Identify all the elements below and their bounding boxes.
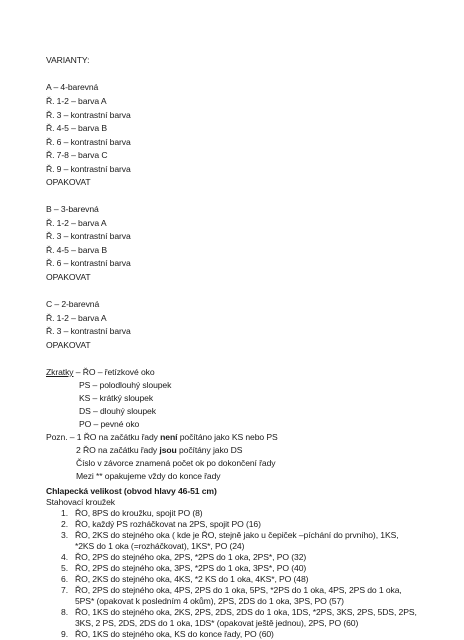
- step-number: 2.: [61, 519, 69, 529]
- abbreviations-first-line: [46, 367, 155, 378]
- step-text: ŘO, 2PS do stejného oka, 3PS, *2PS do 1 oka, 3PS*, PO (40): [75, 563, 307, 573]
- step-text: 3KS, 2 PS, 2DS, 2DS do 1 oka, 1DS* (opakovat ještě jednou), 2PS, PO (60): [75, 618, 359, 628]
- note-text: Pozn. – 1 ŘO na začátku řady: [46, 432, 161, 442]
- step-text: ŘO, každý PS rozháčkovat na 2PS, spojit PO (16): [75, 519, 261, 529]
- step-number: 5.: [61, 563, 69, 573]
- note-text: počítány jako DS: [176, 445, 243, 455]
- variant-b-line: OPAKOVAT: [46, 272, 91, 282]
- variant-a-line: OPAKOVAT: [46, 177, 91, 187]
- abbreviation-item: – ŘO – řetízkové oko: [73, 367, 155, 377]
- abbreviation-item: PO – pevné oko: [79, 419, 140, 429]
- step-text: ŘO, 2KS do stejného oka ( kde je ŘO, stejně jako u čepiček –píchání do prvního), 1KS,: [75, 530, 399, 540]
- variant-a-line: Ř. 9 – kontrastní barva: [46, 164, 131, 174]
- step-text: 5PS* (opakovat k posledním 4 okům), 2PS, 2DS do 1 oka, 3PS, PO (57): [75, 596, 344, 606]
- note-emphasis: jsou: [159, 445, 177, 455]
- variants-heading: VARIANTY:: [46, 55, 90, 65]
- abbreviation-item: DS – dlouhý sloupek: [79, 406, 156, 416]
- section-title: Chlapecká velikost (obvod hlavy 46-51 cm): [46, 486, 217, 496]
- note-text: 2 ŘO na začátku řady: [76, 445, 160, 455]
- note-text: počítáno jako KS nebo PS: [177, 432, 278, 442]
- variant-b-line: Ř. 1-2 – barva A: [46, 218, 107, 228]
- abbreviation-item: PS – polodlouhý sloupek: [79, 380, 172, 390]
- variant-a-line: Ř. 4-5 – barva B: [46, 123, 107, 133]
- variant-b-line: Ř. 3 – kontrastní barva: [46, 231, 131, 241]
- variant-a-line: Ř. 1-2 – barva A: [46, 96, 107, 106]
- abbreviations-label: Zkratky: [46, 367, 74, 377]
- step-text: ŘO, 2PS do stejného oka, 4PS, 2PS do 1 oka, 5PS, *2PS do 1 oka, 4PS, 2PS do 1 oka,: [75, 585, 402, 595]
- step-number: 3.: [61, 530, 69, 540]
- variant-c-line: Ř. 1-2 – barva A: [46, 313, 107, 323]
- variant-a-line: A – 4-barevná: [46, 82, 99, 92]
- variant-b-line: Ř. 4-5 – barva B: [46, 245, 107, 255]
- step-text: ŘO, 8PS do kroužku, spojit PO (8): [75, 508, 203, 518]
- step-number: 6.: [61, 574, 69, 584]
- step-text: ŘO, 2PS do stejného oka, 2PS, *2PS do 1 oka, 2PS*, PO (32): [75, 552, 307, 562]
- note-line: [46, 432, 278, 443]
- step-text: *2KS do 1 oka (=rozháčkovat), 1KS*, PO (24): [75, 541, 245, 551]
- variant-a-line: Ř. 7-8 – barva C: [46, 150, 108, 160]
- section-subtitle: Stahovací kroužek: [46, 497, 115, 507]
- step-number: 8.: [61, 607, 69, 617]
- variant-a-line: Ř. 6 – kontrastní barva: [46, 137, 131, 147]
- variant-b-line: B – 3-barevná: [46, 204, 99, 214]
- variant-c-line: Ř. 3 – kontrastní barva: [46, 326, 131, 336]
- variant-b-line: Ř. 6 – kontrastní barva: [46, 258, 131, 268]
- step-text: ŘO, 1KS do stejného oka, 2KS, 2PS, 2DS, 2DS do 1 oka, 1DS, *2PS, 3KS, 2PS, 5DS, 2PS,: [75, 607, 417, 617]
- step-text: ŘO, 2KS do stejného oka, 4KS, *2 KS do 1 oka, 4KS*, PO (48): [75, 574, 309, 584]
- variant-a-line: Ř. 3 – kontrastní barva: [46, 110, 131, 120]
- step-number: 4.: [61, 552, 69, 562]
- note-line: [76, 445, 242, 456]
- variant-c-line: C – 2-barevná: [46, 299, 100, 309]
- step-text: ŘO, 1KS do stejného oka, KS do konce řady, PO (60): [75, 629, 274, 639]
- variant-c-line: OPAKOVAT: [46, 340, 91, 350]
- step-number: 7.: [61, 585, 69, 595]
- note-line: Mezi ** opakujeme vždy do konce řady: [76, 471, 221, 481]
- step-number: 1.: [61, 508, 69, 518]
- abbreviation-item: KS – krátký sloupek: [79, 393, 154, 403]
- step-number: 9.: [61, 629, 69, 639]
- note-emphasis: není: [160, 432, 178, 442]
- note-line: Číslo v závorce znamená počet ok po dokončení řady: [76, 458, 276, 468]
